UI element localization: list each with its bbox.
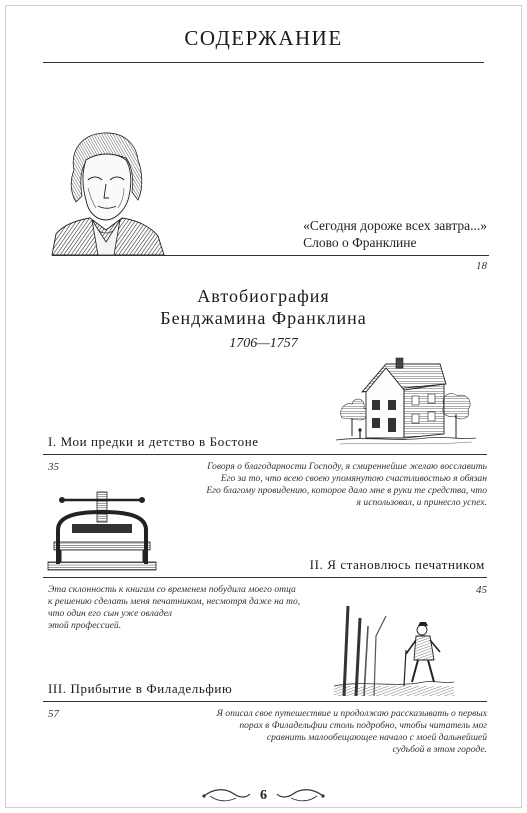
- intro-quote-line: «Сегодня дороже всех завтра...»: [303, 218, 487, 233]
- franklin-portrait-icon: [52, 130, 164, 255]
- printing-press-icon: [46, 490, 158, 572]
- book-years: 1706—1757: [229, 336, 298, 351]
- chapter-1-divider: [43, 454, 487, 455]
- excerpt-line: сравнить малообещающее начало с моей дальнейшей: [266, 732, 487, 743]
- chapter-2-title: II. Я становлюсь печатником: [309, 557, 485, 572]
- intro-subtitle: Слово о Франклине: [303, 235, 417, 250]
- intro-quote: [303, 217, 487, 251]
- excerpt-line: порах в Филадельфии столь подробно, чтобы читатель мог: [239, 720, 487, 731]
- chapter-3-title: III. Прибытие в Филадельфию: [48, 681, 233, 696]
- chapter-2-page: 45: [476, 584, 487, 596]
- intro-divider: [52, 255, 489, 256]
- chapter-1-excerpt: [206, 461, 487, 509]
- chapter-3-divider: [43, 701, 487, 702]
- page-number: 6: [260, 788, 267, 803]
- book-title-line1: Автобиография: [197, 286, 330, 306]
- page-title: СОДЕРЖАНИЕ: [184, 26, 343, 50]
- chapter-2-divider: [43, 577, 487, 578]
- house-icon: [336, 356, 476, 448]
- intro-page-number: 18: [476, 260, 487, 272]
- excerpt-line: Говоря о благодарности Господу, я смиреннейше желаю восславить: [207, 461, 487, 472]
- title-divider: [43, 62, 484, 63]
- book-title-line2: Бенджамина Франклина: [160, 308, 367, 328]
- excerpt-line: я использовал, и принесло успех.: [356, 497, 487, 508]
- traveler-icon: [334, 606, 454, 696]
- excerpt-line: Эта склонность к книгам со временем побудила моего отца: [48, 584, 296, 595]
- chapter-1-page: 35: [48, 461, 59, 473]
- chapter-2-excerpt: [48, 584, 300, 632]
- excerpt-line: к решению сделать меня печатником, несмотря даже на то,: [48, 596, 301, 607]
- chapter-3-page: 57: [48, 708, 59, 720]
- excerpt-line: Я описал свое путешествие и продолжаю рассказывать о первых: [216, 708, 487, 719]
- excerpt-line: Его благому провидению, которое дало мне в руки те средства, что: [206, 485, 487, 496]
- chapter-1-title: I. Мои предки и детство в Бостоне: [48, 434, 259, 449]
- excerpt-line: этой профессией.: [48, 620, 122, 631]
- chapter-3-excerpt: [217, 708, 487, 756]
- excerpt-line: что один его сын уже овладел: [48, 608, 172, 619]
- excerpt-line: судьбой в этом городе.: [392, 744, 487, 755]
- excerpt-line: Его за то, что всею своею упомянутою счастливостью я обязан: [220, 473, 487, 484]
